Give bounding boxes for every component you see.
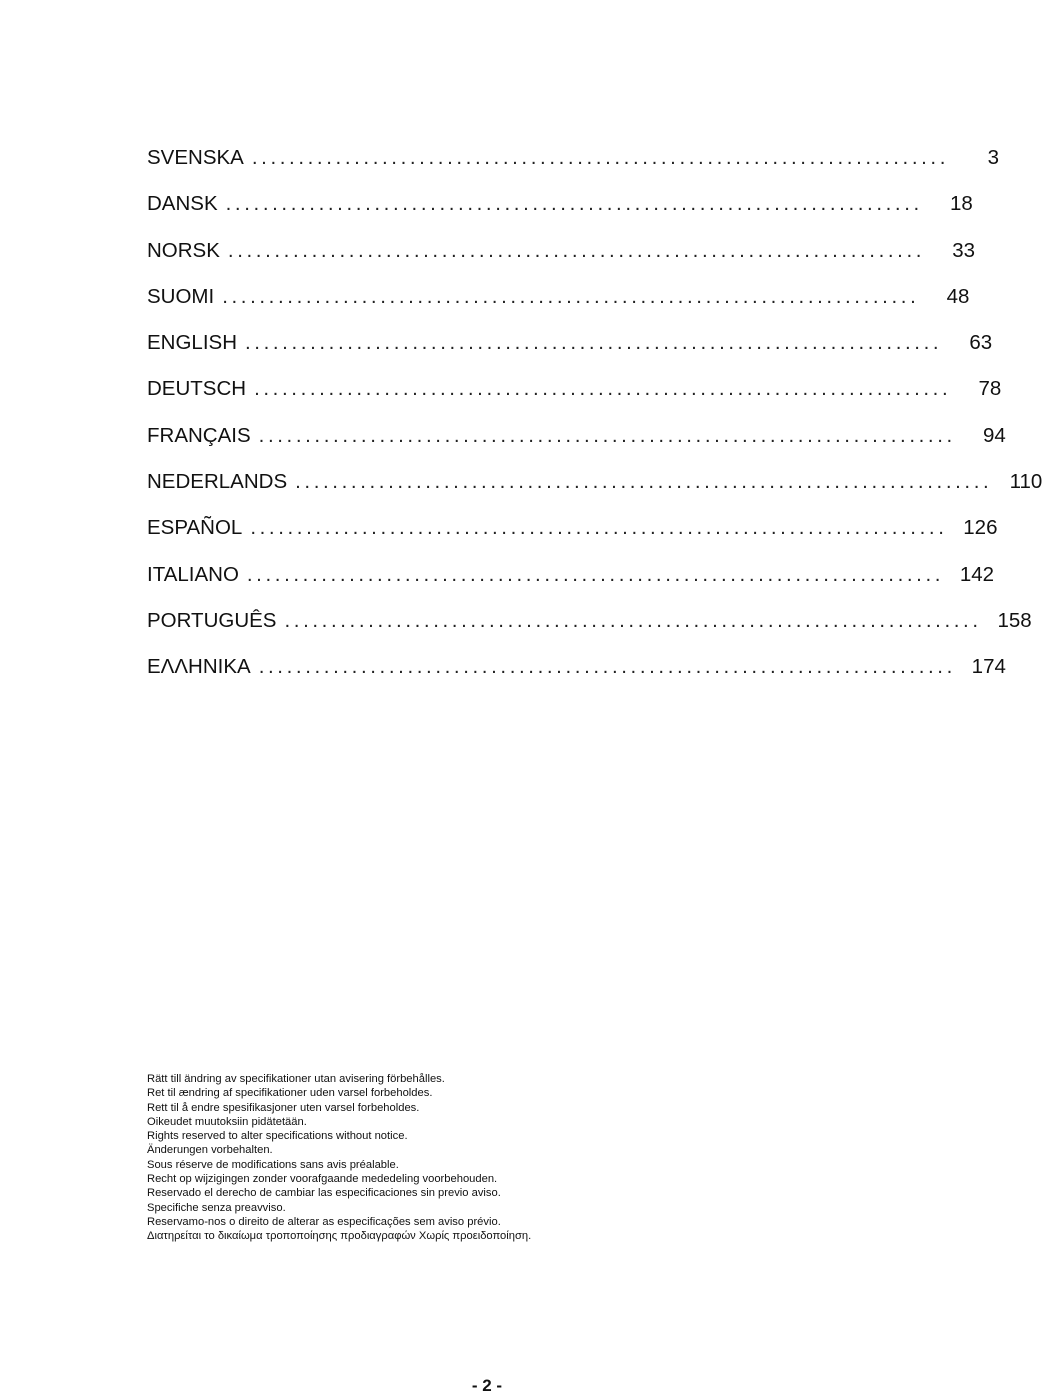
notice-line-italian: Specifiche senza preavviso. bbox=[147, 1201, 286, 1214]
toc-entry-label: ESPAÑOL bbox=[147, 516, 243, 540]
notice-line-english: Rights reserved to alter specifications without notice. bbox=[147, 1130, 408, 1143]
toc-entry-label: NORSK bbox=[147, 238, 220, 262]
toc-entry-page: 142 bbox=[959, 562, 995, 586]
toc-leader-dots: ........................................................................... bbox=[258, 655, 956, 679]
page-number: - 2 - bbox=[471, 1376, 503, 1395]
toc-entry-label: SUOMI bbox=[147, 284, 215, 308]
toc-entry-norsk[interactable] bbox=[147, 233, 976, 279]
toc-leader-dots: ........................................................................... bbox=[250, 516, 948, 540]
toc-leader-dots: ........................................................................... bbox=[225, 192, 923, 216]
notice-line-spanish: Reservado el derecho de cambiar las especificaciones sin previo aviso. bbox=[147, 1187, 501, 1200]
toc-entry-page: 48 bbox=[946, 284, 970, 308]
toc-entry-dansk[interactable] bbox=[147, 186, 973, 232]
toc-entry-page: 33 bbox=[952, 238, 976, 262]
toc-entry-page: 18 bbox=[950, 192, 973, 216]
toc-entry-label: SVENSKA bbox=[147, 146, 244, 169]
toc-entry-page: 63 bbox=[969, 331, 993, 355]
notice-line-german: Änderungen vorbehalten. bbox=[147, 1144, 273, 1157]
toc-entry-page: 110 bbox=[1009, 470, 1042, 494]
toc-leader-dots: ........................................................................... bbox=[222, 284, 920, 308]
toc-entry-svenska[interactable] bbox=[147, 140, 1000, 186]
notice-line-greek: Διατηρείται το δικαίωμα τροποποίησης προδιαγραφών Χωρίς προειδοποίηση. bbox=[147, 1230, 532, 1243]
toc-entry-page: 126 bbox=[963, 516, 998, 540]
toc-entry-page: 158 bbox=[997, 608, 1032, 632]
toc-entry-italiano[interactable] bbox=[147, 557, 995, 603]
notice-line-portuguese: Reservamo-nos o direito de alterar as especificações sem aviso prévio. bbox=[147, 1215, 501, 1228]
toc-leader-dots: ........................................................................... bbox=[245, 331, 943, 355]
notice-line-finnish: Oikeudet muutoksiin pidätetään. bbox=[147, 1115, 307, 1128]
toc-leader-dots: ........................................................................... bbox=[258, 423, 956, 447]
notice-line-swedish: Rätt till ändring av specifikationer utan avisering förbehålles. bbox=[147, 1073, 445, 1085]
toc-entry-label: ΕΛΛΗΝΙΚΑ bbox=[147, 655, 251, 679]
specification-notices bbox=[147, 1072, 847, 1244]
toc-entry-page: 3 bbox=[987, 146, 1000, 169]
toc-leader-dots: ........................................................................... bbox=[284, 608, 982, 632]
table-of-contents bbox=[147, 140, 1042, 696]
toc-entry-espanol[interactable] bbox=[147, 510, 998, 556]
toc-entry-label: FRANÇAIS bbox=[147, 423, 251, 447]
toc-entry-label: ENGLISH bbox=[147, 331, 237, 355]
toc-entry-label: DANSK bbox=[147, 192, 218, 216]
toc-leader-dots: ........................................................................... bbox=[246, 562, 945, 586]
toc-entry-english[interactable] bbox=[147, 325, 993, 371]
notice-line-danish: Ret til ændring af specifikationer uden varsel forbeholdes. bbox=[147, 1087, 433, 1100]
toc-entry-deutsch[interactable] bbox=[147, 371, 1002, 417]
toc-leader-dots: ........................................................................... bbox=[295, 470, 993, 494]
toc-entry-label: PORTUGUÊS bbox=[147, 608, 277, 632]
toc-entry-francais[interactable] bbox=[147, 418, 1006, 464]
toc-leader-dots: ........................................................................... bbox=[251, 146, 950, 169]
notice-line-dutch: Recht op wijzigingen zonder voorafgaande mededeling voorbehouden. bbox=[147, 1173, 498, 1186]
toc-entry-page: 174 bbox=[971, 655, 1006, 679]
toc-entry-label: NEDERLANDS bbox=[147, 470, 288, 494]
toc-entry-ellinika[interactable] bbox=[147, 649, 1006, 695]
toc-leader-dots: ........................................................................... bbox=[227, 238, 926, 262]
toc-entry-page: 78 bbox=[978, 377, 1002, 401]
toc-entry-suomi[interactable] bbox=[147, 279, 970, 325]
toc-entry-portugues[interactable] bbox=[147, 603, 1032, 649]
toc-entry-label: DEUTSCH bbox=[147, 377, 247, 401]
toc-entry-label: ITALIANO bbox=[147, 562, 239, 586]
notice-line-norwegian: Rett til å endre spesifikasjoner uten varsel forbeholdes. bbox=[147, 1101, 420, 1114]
toc-entry-nederlands[interactable] bbox=[147, 464, 1042, 510]
toc-entry-page: 94 bbox=[983, 423, 1006, 447]
notice-line-french: Sous réserve de modifications sans avis préalable. bbox=[147, 1158, 399, 1171]
toc-leader-dots: ........................................................................... bbox=[254, 377, 952, 401]
